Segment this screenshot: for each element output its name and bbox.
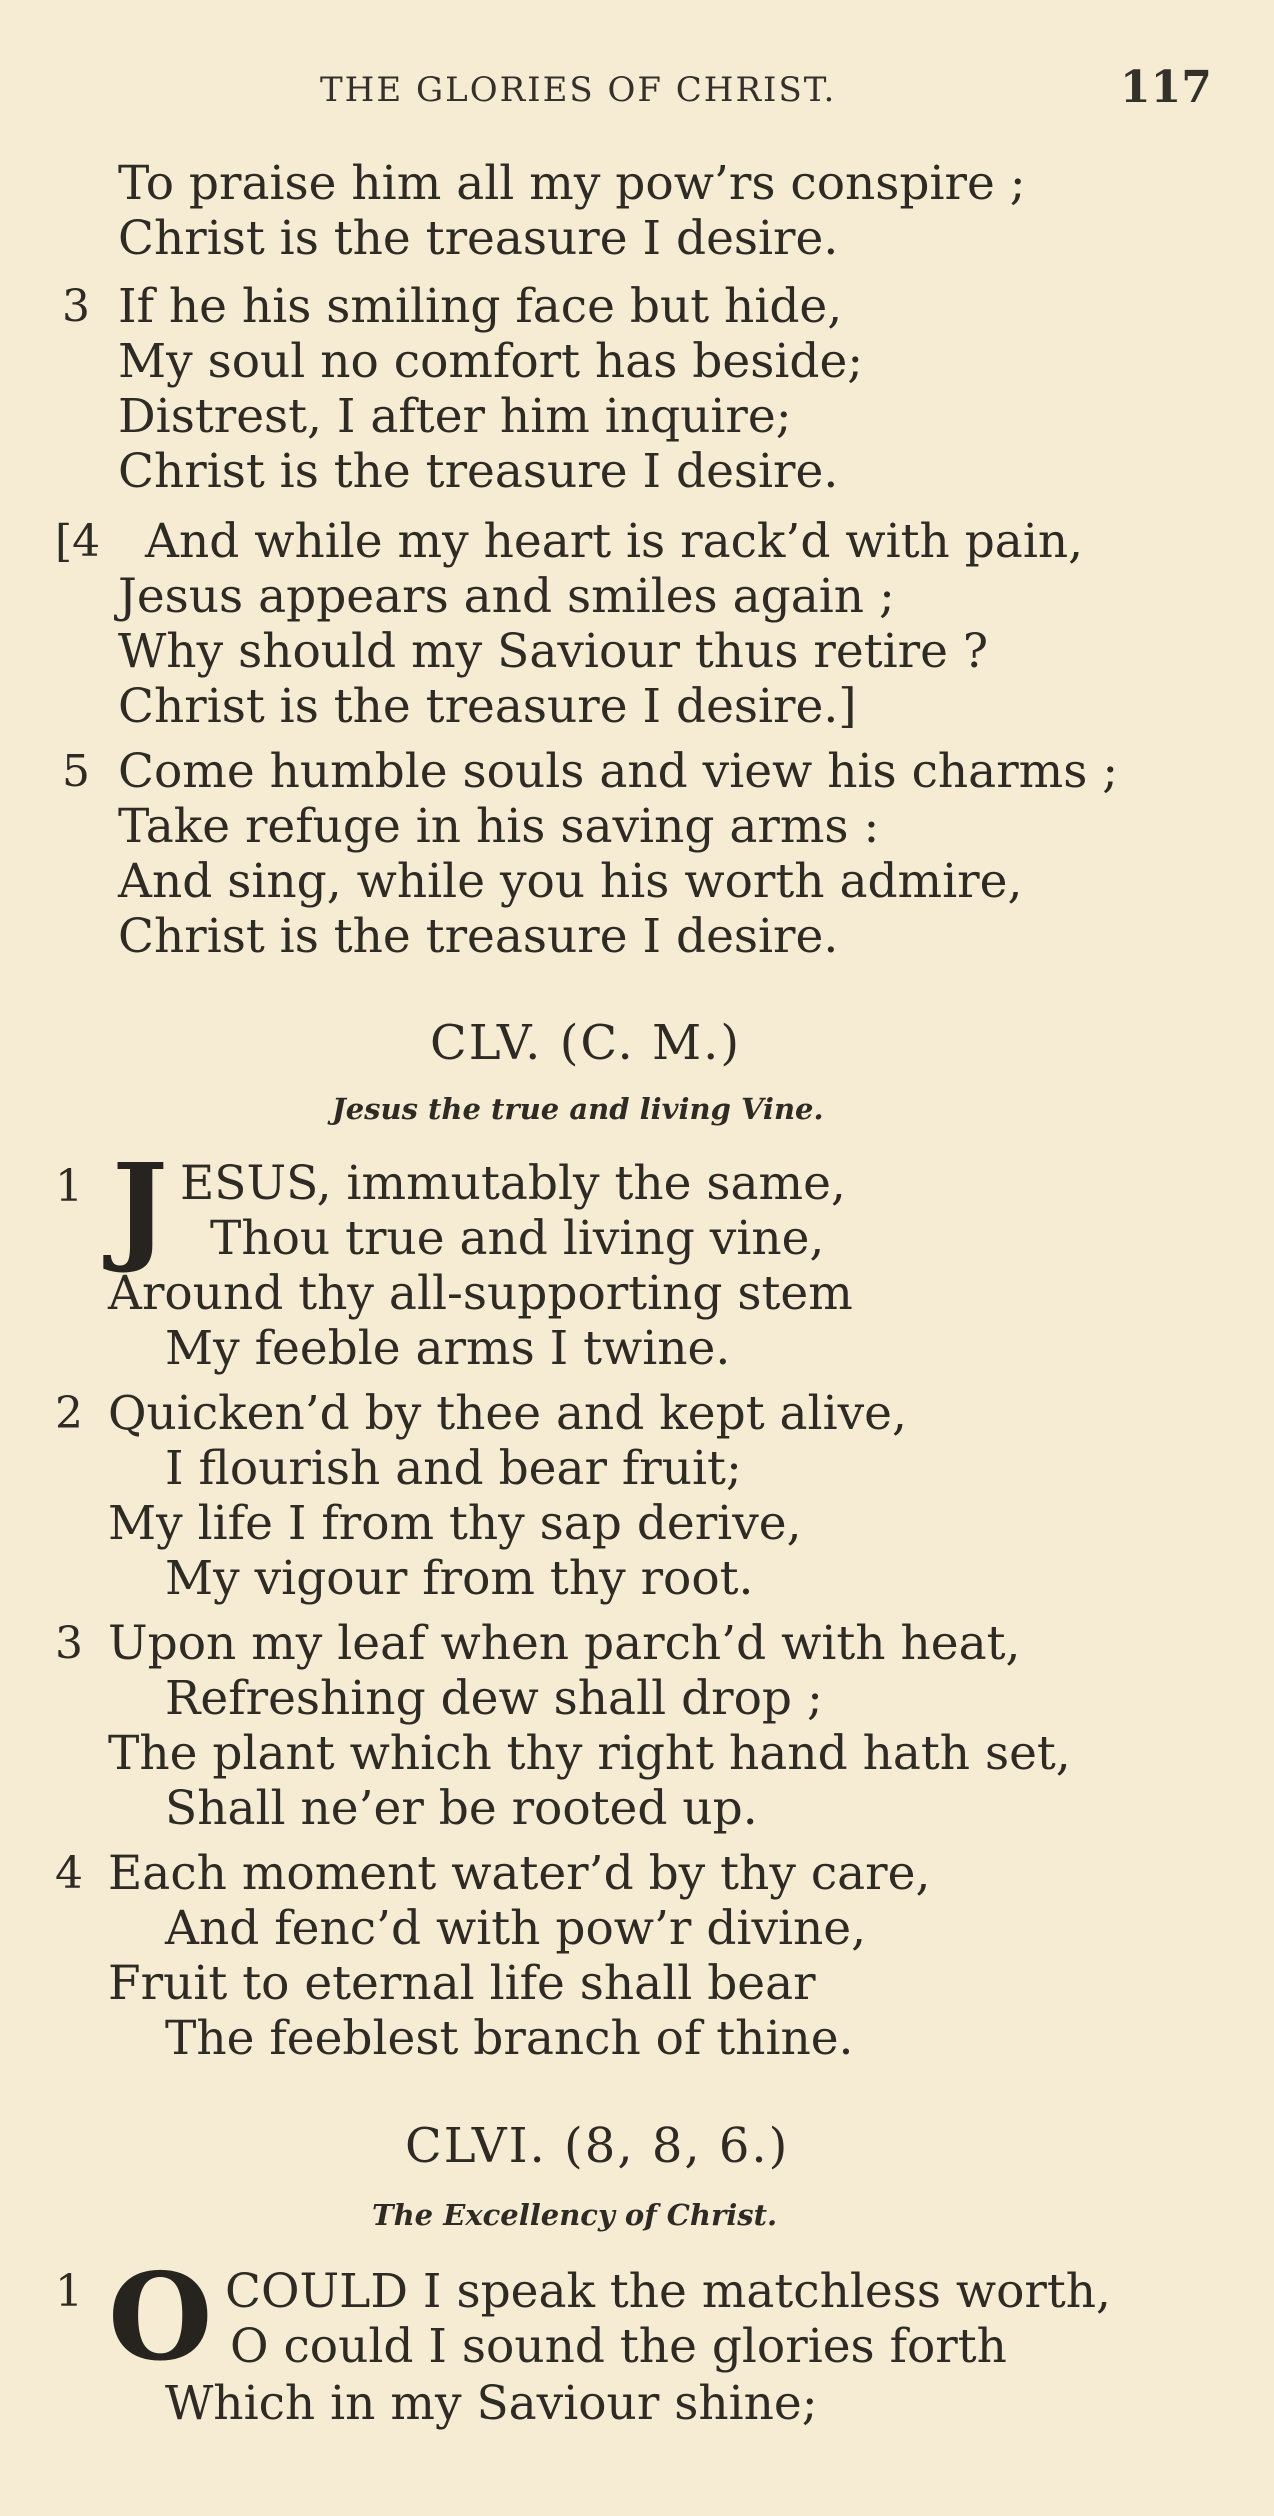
verse-line: Quicken’d by thee and kept alive,	[108, 1386, 907, 1441]
verse-line: My feeble arms I twine.	[165, 1321, 731, 1376]
verse-line: Why should my Saviour thus retire ?	[118, 624, 989, 679]
verse-line: Christ is the treasure I desire.	[118, 909, 839, 964]
verse-line: My life I from thy sap derive,	[108, 1496, 802, 1551]
verse-line: Upon my leaf when parch’d with heat,	[108, 1616, 1021, 1671]
verse-line: Refreshing dew shall drop ;	[165, 1671, 823, 1726]
verse-number: 2	[55, 1388, 83, 1439]
drop-cap: O	[108, 2247, 213, 2388]
verse-line: Come humble souls and view his charms ;	[118, 744, 1119, 799]
verse-number: 5	[62, 746, 90, 797]
verse-line: Jesus appears and smiles again ;	[118, 569, 895, 624]
verse-line: Which in my Saviour shine;	[165, 2376, 818, 2431]
verse-line: Christ is the treasure I desire.	[118, 211, 839, 266]
hymn-subtitle: The Excellency of Christ.	[372, 2198, 778, 2232]
verse-line: The feeblest branch of thine.	[165, 2011, 854, 2066]
verse-line: I flourish and bear fruit;	[165, 1441, 742, 1496]
verse-line: Each moment water’d by thy care,	[108, 1846, 931, 1901]
verse-number: 3	[55, 1618, 83, 1669]
verse-line: And sing, while you his worth admire,	[118, 854, 1023, 909]
verse-number: 4	[55, 1848, 83, 1899]
verse-line: Christ is the treasure I desire.]	[118, 679, 857, 734]
verse-line: To praise him all my pow’rs conspire ;	[118, 156, 1026, 211]
verse-line: ESUS, immutably the same,	[180, 1156, 846, 1211]
verse-line: Christ is the treasure I desire.	[118, 444, 839, 499]
verse-line: Fruit to eternal life shall bear	[108, 1956, 816, 2011]
hymn-title: CLVI. (8, 8, 6.)	[405, 2118, 790, 2174]
hymn-title: CLV. (C. M.)	[430, 1015, 742, 1071]
drop-cap: J	[112, 1137, 168, 1276]
verse-line: Around thy all-supporting stem	[108, 1266, 853, 1321]
hymn-subtitle: Jesus the true and living Vine.	[332, 1092, 824, 1126]
running-header: THE GLORIES OF CHRIST.	[320, 70, 837, 110]
verse-line: O could I sound the glories forth	[230, 2319, 1007, 2374]
verse-number: 3	[62, 281, 90, 332]
verse-line: And while my heart is rack’d with pain,	[145, 514, 1084, 569]
verse-line: Shall ne’er be rooted up.	[165, 1781, 758, 1836]
verse-line: My vigour from thy root.	[165, 1551, 754, 1606]
verse-line: Distrest, I after him inquire;	[118, 389, 792, 444]
verse-line: My soul no comfort has beside;	[118, 334, 864, 389]
verse-line: Thou true and living vine,	[210, 1211, 825, 1266]
verse-number: [4	[55, 516, 101, 567]
verse-number: 1	[55, 2266, 83, 2317]
verse-line: COULD I speak the matchless worth,	[225, 2264, 1112, 2319]
page-number: 117	[1120, 62, 1212, 113]
verse-number: 1	[55, 1161, 83, 1212]
verse-line: If he his smiling face but hide,	[118, 279, 843, 334]
verse-line: The plant which thy right hand hath set,	[108, 1726, 1071, 1781]
verse-line: Take refuge in his saving arms :	[118, 799, 880, 854]
verse-line: And fenc’d with pow’r divine,	[165, 1901, 867, 1956]
